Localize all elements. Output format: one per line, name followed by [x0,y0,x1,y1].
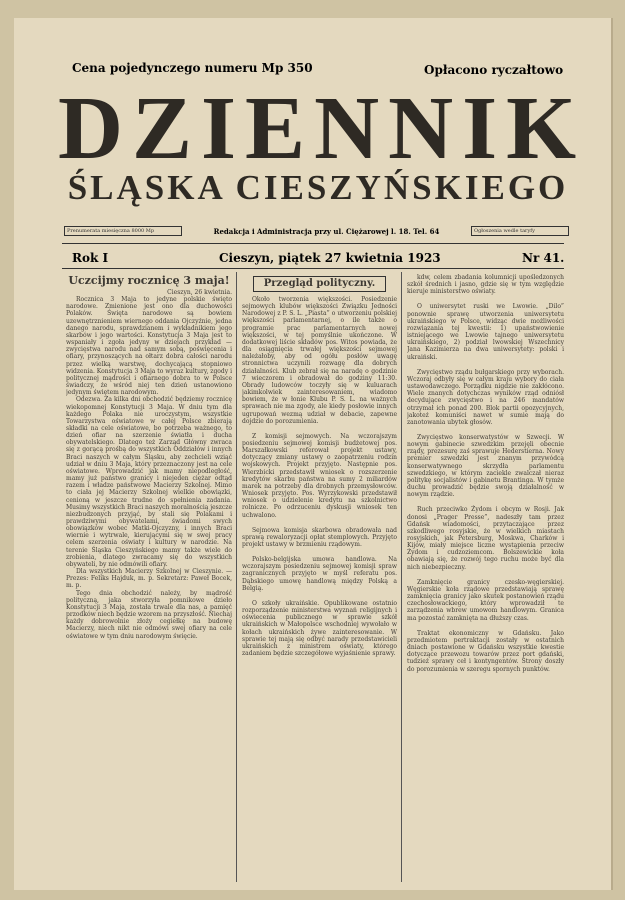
masthead-title: DZIENNIK [58,79,586,178]
paragraph: Zamknięcie granicy czesko-węgierskiej. Węgierskie koła rządowe przedstawiają sprawę zamknięcia granicy jako skutek postanowień rządu czechosłowackiego, który wprowadził te zarządzenia wbrew umowom handlowym. Granica ma pozostać zamknięta na dłuższy czas. [407,578,564,622]
article-heading-przeglad: Przegląd polityczny. [253,276,386,292]
paragraph: Około tworzenia większości. Posiedzenie sejmowych klubów większości Związku Jedności Narodowej z P. S. L. „Piasta” o utworzeniu polskiej większości parlamentarnej, o ile także o programie prac parlamentarnych nowej większości, w tej pomyślnie ukończone. W dodatkowej liście składów pos. Witos powiada, że dla osiągnięcia trwałej większości sejmowej należałoby, aby od ogółu posłów uwagę stronnictwa uczynili rozwagę dla dobrych działalności. Klub zebrał się na naradę o godzinie 7 wieczorem i obradował do godziny 11:30. Obrady ludowców toczyły się w kuluarach jakimkolwiek zainteresowaniem, wiadomo bowiem, że w łonie Klubu P. S. L. na ważnych sprawach nie ma zgody, ale kiedy posłowie innych ugrupowań wezmą udział w debacie, zapewne dojdzie do porozumienia. [242,296,397,425]
column-3 [407,274,564,882]
paragraph: Odezwa. Za kilka dni obchodzić będziemy rocznicę wiekopomnej Konstytucji 3 Maja. W dniu tym dla każdego Polaka nie uroczystym, wszystkie Towarzystwa oświatowe w całej Polsce zbierają składki na cele oświatowe, bo potrzeba ważnego, to dzień ofiar na szerzenie światła i ducha obywatelskiego. Dlatego też Zarząd Główny zwraca się z gorącą prośbą do wszystkich Oddziałów i innych Braci naszych w całym Śląsku, aby zechcieli wziąć udział w dniu 3 Maja, który przeznaczony jest na cele oświatowe. Wprowadzić jak mamy niepodległość, mamy już państwo granicy i niejeden ciężar odtąd razem i władze państwowe Macierzy Szkolnej. Mimo to ciała jej Macierzy Szkolnej wielkie obowiązki, cenioną w jeszcze trudne do spełnienia zadania. Musimy wszystkich Braci naszych moralnością jeszcze niezbudzonych przyjąć, by stali się Polakami i prawdziwymi obywatelami, świadomi swych obowiązków wobec Matki-Ojczyzny, i innych Braci wiernie i wytrwale, kierującymi się w swej pracy celem szerzenia oświaty i kultury w narodzie. Na terenie Śląska Cieszyńskiego mamy także wiele do zrobienia, dlatego zwracamy się do wszystkich obywateli, by nie odmówili ofiary. [66,396,232,568]
newspaper-page [14,18,613,890]
header-rule-top [62,243,564,244]
subscription-box: Prenumerata miesięczna 8000 Mp [64,226,182,236]
paragraph: Zwycięstwo konserwatystów w Szwecji. W nowym gabinecie szwedzkim przejęli obecnie rządy, prezesurę zaś sprawuje Hederstierna. Nowy premier szwedzki jest znanym przywódcą konserwatywnego skrzydła parlamentu szwedzkiego, w którym zaciekle zwalczał nieraz politykę socjalistów i gabinetu Brantinga. W tymże duchu prowadzić będzie swoją działalność w nowym rządzie. [407,433,564,499]
column-divider [236,272,237,882]
column-divider [401,272,402,882]
article-heading-3-maja: Uczcijmy rocznicę 3 maja! [68,274,230,287]
column-1 [66,274,232,882]
volume-year: Rok I [72,251,109,265]
paragraph: O szkoły ukraińskie. Opublikowane ostatnio rozporządzenie ministerstwa wyznań religijnych i oświecenia publicznego w sprawie szkół ukraińskich w Małopolsce wschodniej wywołało w kołach ukraińskich żywe zainteresowanie. W sprawie tej mają się odbyć narady przedstawicieli ukraińskich z ministrem oświaty, którego zadaniem będzie szczegółowe wyjaśnienie sprawy. [242,599,397,658]
price-notice: Cena pojedynczego numeru Mp 350 [72,61,313,75]
editorial-address: Redakcja i Administracja przy ul. Ciężarowej l. 18. Tel. 64 [213,227,440,236]
masthead-subtitle: ŚLĄSKA CIESZYŃSKIEGO [67,168,569,207]
postage-notice: Opłacono ryczałtowo [424,63,564,77]
issue-date: Cieszyn, piątek 27 kwietnia 1923 [219,251,441,265]
paragraph: Rocznica 3 Maja to jedyne polskie święto narodowe. Zmienione jest ono dla duchowości Polaków. Święta narodowe są bowiem uzewnętrznieniem wiernego oddania Ojczyźnie, jedna danego narodu, sprawdzianem i wykładnikiem jego skarbów i jego wartości. Konstytucja 3 Maja jest to wspaniały i zgoła jedyny w dziejach przykład — zwycięstwa narodu nad samym sobą, poświęcenia i ofiary, przynoszących na ołtarz dobra całości narodu przez wielką warstwę, dochycającą stopniowo widzenia. Konstytucja 3 Maja to wyraz kultury, zgody i politycznej mądrości i ofiarnego dobra to w Polsce świadczy, że wśród niej ten dzień ustanowiono jedynym świętem narodowym. [66,296,232,397]
paragraph: Traktat ekonomiczny w Gdańsku. Jako przedmiotem pertraktacji zostały w ostatnich dniach postawione w Gdańsku wszystkie kwestie dotyczące przewozu towarów przez port gdański, tudzież sprawy ceł i kontyngentów. Strony doszły do porozumienia w szeregu spornych punktów. [407,629,564,673]
paragraph: Zwycięstwo rządu bułgarskiego przy wyborach. Wczoraj odbyły się w całym kraju wybory do ciała ustawodawczego. Porządku nigdzie nie zakłócono. Wiele znanych dotychczas wyników rząd odniósł decydujące zwycięstwo i na 246 mandatów otrzymał ich ponad 200. Blok partii opozycyjnych, jakoteż komuniści nawet w sumie mają do zanotowania ubytek głosów. [407,368,564,426]
header-rule-bottom [62,268,564,269]
paragraph: Sejmowa komisja skarbowa obradowała nad sprawą rewaloryzacji opłat stemplowych. Przyjęto projekt ustawy w brzmieniu rządowym. [242,526,397,548]
advert-box: Ogłoszenia wedle taryfy [471,226,569,236]
paragraph: O uniwersytet ruski we Lwowie. „Dilo” ponownie sprawę utworzenia uniwersytetu ukraińskiego w Polsce, widząc dwie możliwości rozwiązania tej kwestii: 1) upaństwowienie istniejącego we Lwowie tajnego uniwersytetu ukraińskiego, 2) podział lwowskiej Wszechnicy Jana Kazimierza na dwa uniwersytety: polski i ukraiński. [407,303,564,361]
paragraph: Dla wszystkich Macierzy Szkolnej w Cieszynie. — Prezes: Feliks Hajduk, m. p. Sekretarz: Paweł Bocek, m. p. [66,568,232,590]
paragraph: Polsko-belgijska umowa handlowa. Na wczorajszym posiedzeniu sejmowej komisji spraw zagranicznych przyjęto w myśl referatu pos. Dąbskiego umowę handlową między Polską a Belgią. [242,556,397,592]
column-2 [242,274,397,882]
paragraph: kdw, celem zbadania kolumnicji upośledzonych szkół średnich i jasno, gdzie się w tym względzie kieruje ministerstwo oświaty. [407,274,564,296]
paragraph: Tego dnia obchodzić należy, by mądrość polityczną, jaka stworzyła pomnikowe dzieło Konstytucji 3 Maja, została trwale dla nas, a pamięć przodków niech będzie wzorem na przyszłość. Niechaj każdy dobrowolnie złoży cegiełkę na budowę Macierzy, niech nikt nie odmówi swej ofiary na cele oświatowe w tym dniu narodowym święcie. [66,589,232,640]
paragraph: Ruch przeciwko Żydom i obcym w Rosji. Jak donosi „Prager Presse”, nadeszły tam przez Gdańsk wiadomości, przytaczające przez szkodliwego rosyjskie, że w wielkich miastach rosyjskich, jak Petersburg, Moskwa, Charków i Kijów, miały miejsce liczne wystąpienia przeciw Żydom i cudzoziemcom. Bolszewickie koła obawiają się, że rozwój tego ruchu może być dla nich niebezpieczny. [407,506,564,571]
paragraph: Z komisji sejmowych. Na wczorajszym posiedzeniu sejmowej komisji budżetowej pos. Marszałkowski referował projekt ustawy, dotyczący zmiany ustawy o zaopatrzeniu rodzin wojskowych. Projekt przyjęto. Następnie pos. Wierzbicki przedstawił wniosek o rozszerzenie kredytów skarbu państwa na sumy 2 miliardów marek na potrzeby dla drobnych przemysłowców. Wniosek przyjęto. Pos. Wyrzykowski przedstawił wniosek o udzielenie kredytu na szkolnictwo rolnicze. Po odrzuceniu dyskusji wniosek ten uchwalono. [242,432,397,519]
issue-number: Nr 41. [522,251,565,265]
article-dateline: Cieszyn, 26 kwietnia. [167,289,232,296]
